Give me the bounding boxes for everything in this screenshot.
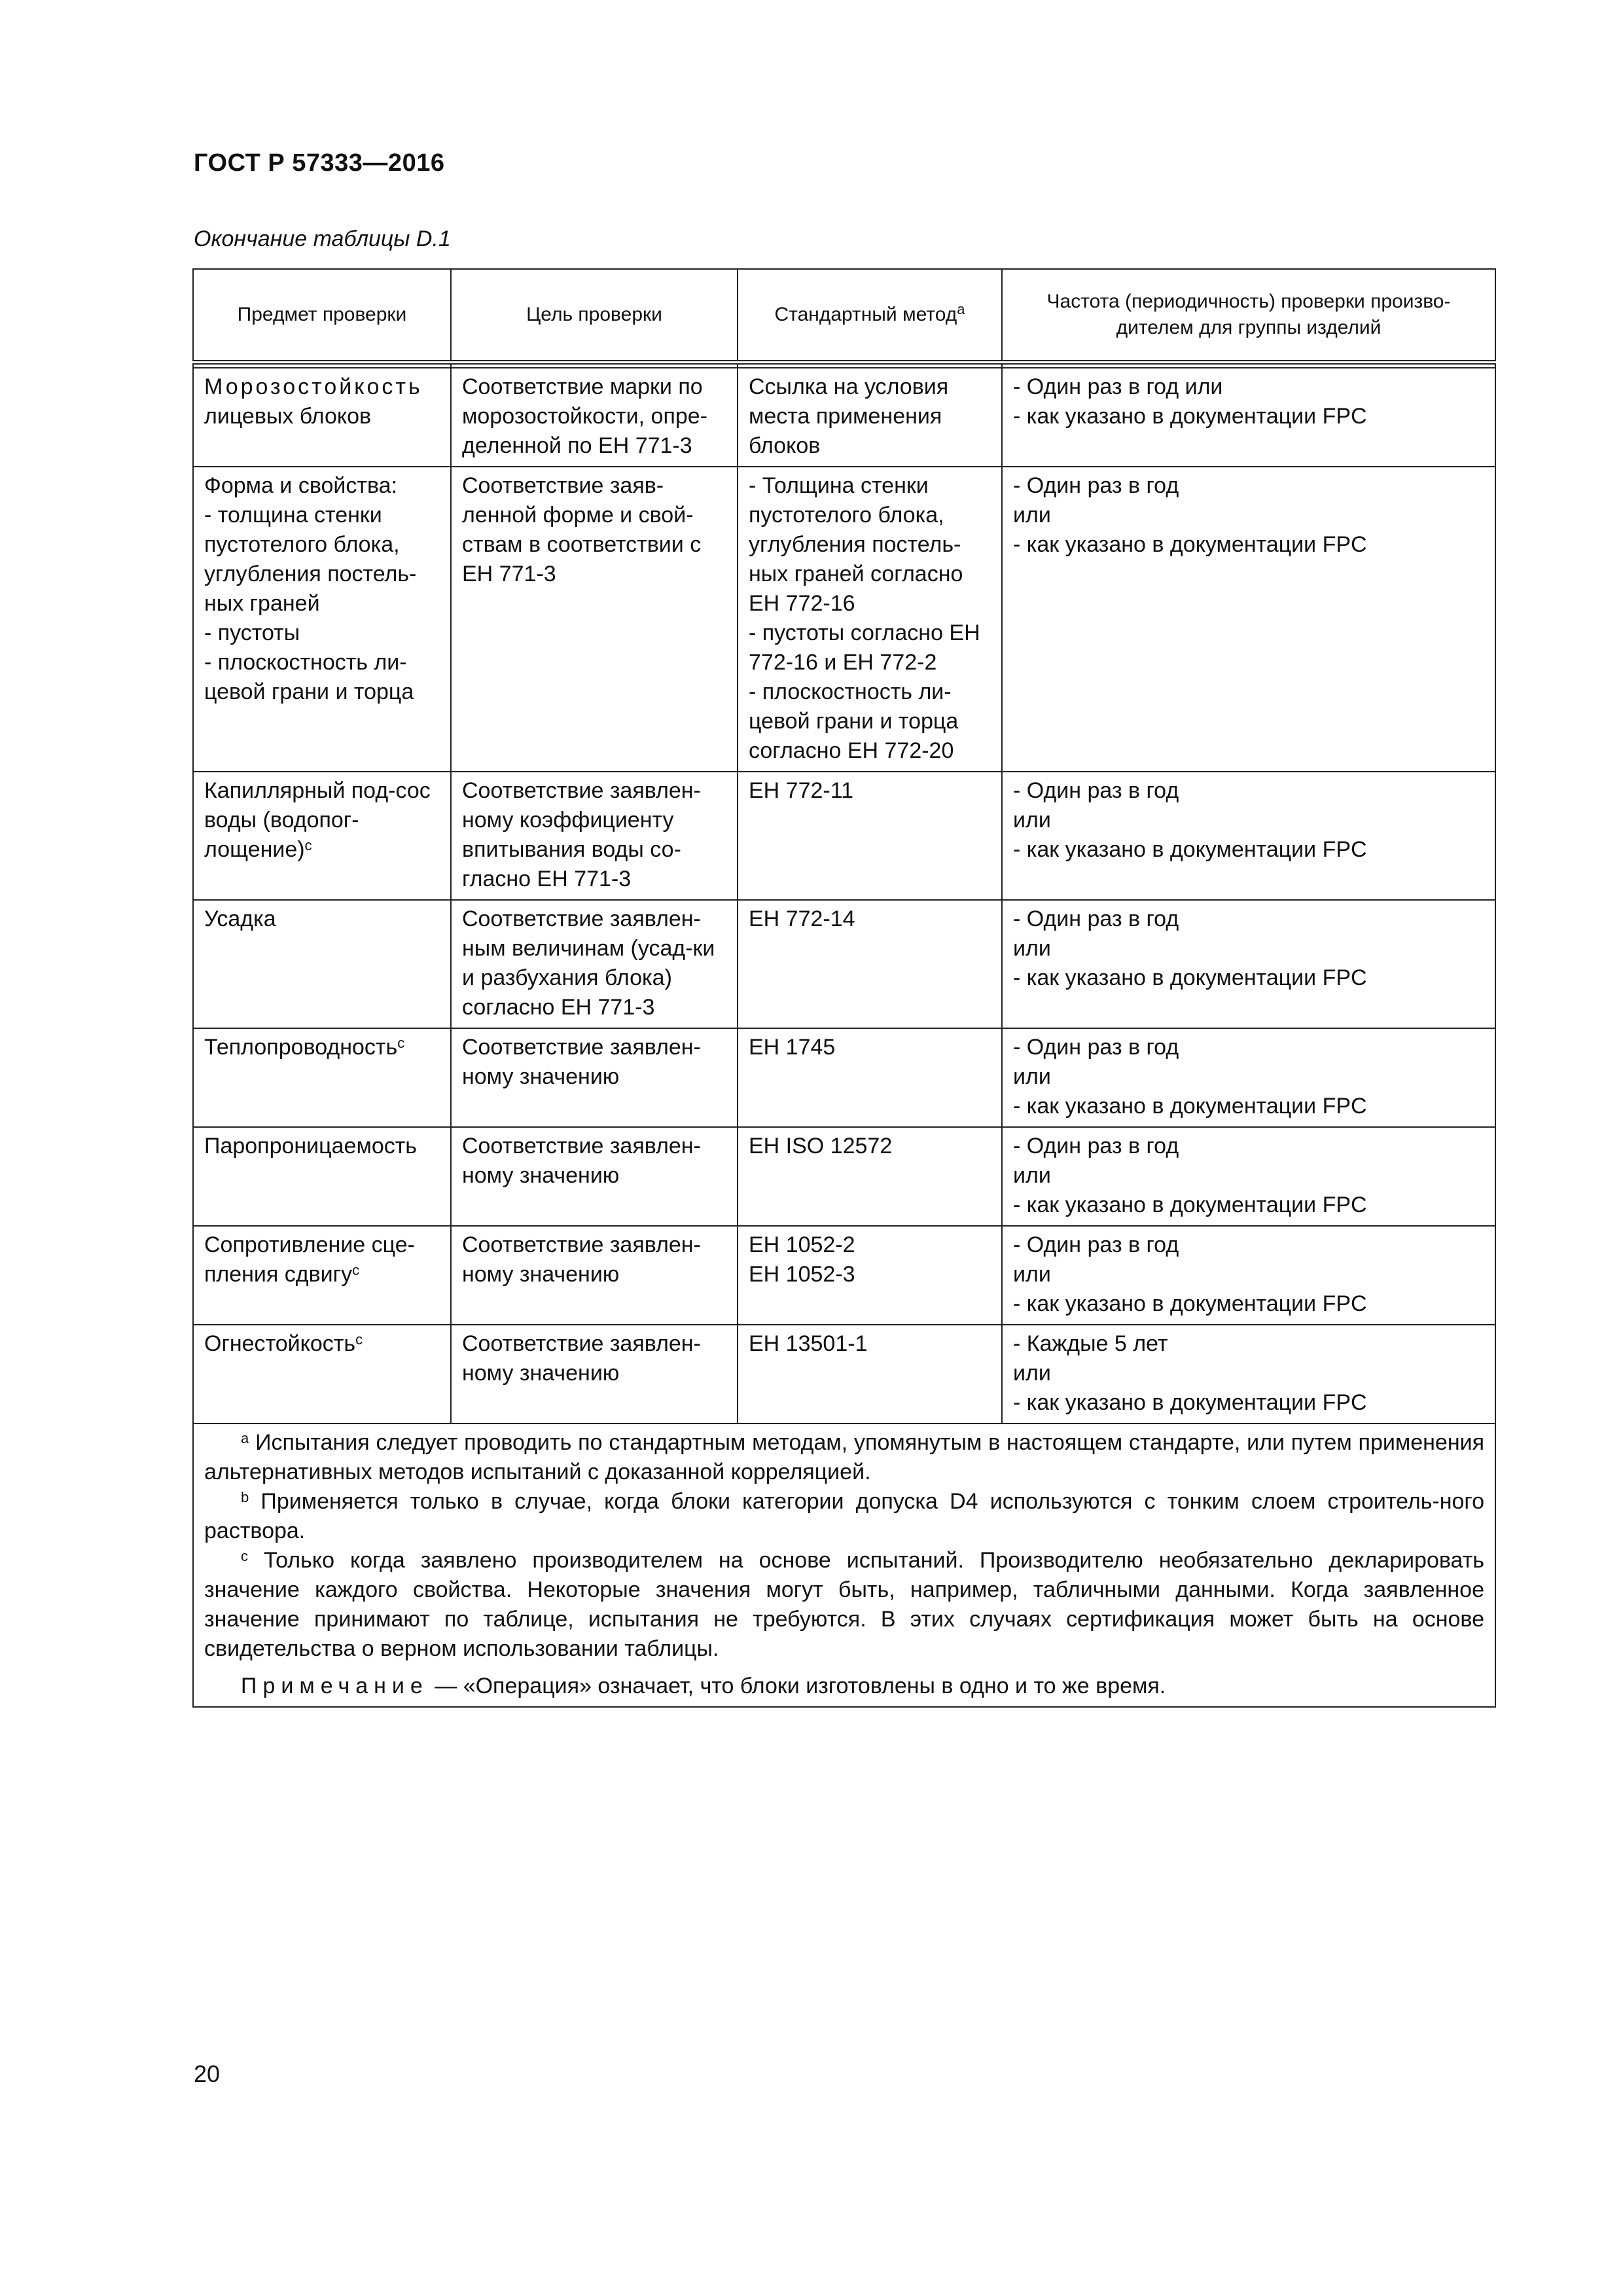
footnote-b: $^b$ Применяется только в случае, когда блоки категории допуска D4 используются с тонким слоем строитель-ного раствора. — [204, 1489, 1484, 1543]
cell-subject — [193, 1127, 451, 1226]
cell-text: - Один раз в год — [1013, 1035, 1179, 1060]
cell-frequency — [1002, 467, 1495, 772]
cell-text: - Один раз в год — [1013, 1134, 1179, 1158]
cell-purpose — [451, 467, 738, 772]
cell-text: - толщина стенки пустотелого блока, углубления постель-ных граней — [204, 503, 417, 616]
cell-frequency — [1002, 1325, 1495, 1424]
cell-text: или — [1013, 808, 1051, 833]
page-number: 20 — [194, 2060, 221, 2087]
cell-text: или — [1013, 503, 1051, 528]
cell-text: Огнестойкость$^c$ — [204, 1331, 363, 1356]
table-row — [193, 772, 1495, 900]
cell-text: Теплопроводность$^c$ — [204, 1035, 405, 1060]
document-code: ГОСТ Р 57333—2016 — [194, 149, 445, 177]
table-row — [193, 467, 1495, 772]
cell-purpose — [451, 1226, 738, 1325]
cell-method — [738, 1127, 1002, 1226]
cell-text: или — [1013, 936, 1051, 961]
cell-subject — [193, 368, 451, 467]
cell-purpose — [451, 772, 738, 900]
cell-text: Соответствие заявлен-ным величинам (усад-ки и разбухания блока) согласно ЕН 771-3 — [462, 906, 715, 1020]
cell-text: Ссылка на условия места применения блоков — [749, 374, 949, 458]
cell-text: лицевых блоков — [204, 404, 372, 429]
cell-text: Соответствие заявлен-ному значению — [462, 1035, 701, 1089]
cell-text: ЕН 1745 — [749, 1035, 836, 1060]
footnote-mark: c — [397, 1035, 405, 1051]
cell-frequency — [1002, 1226, 1495, 1325]
footnote-mark: c — [304, 837, 312, 853]
cell-frequency — [1002, 1127, 1495, 1226]
cell-subject — [193, 1226, 451, 1325]
cell-text: - плоскостность ли-цевой грани и торца согласно ЕН 772-20 — [749, 679, 959, 763]
cell-subject — [193, 1028, 451, 1127]
cell-text: Соответствие заяв-ленной форме и свой-ствам в соответствии с ЕН 771-3 — [462, 473, 702, 586]
cell-text: - Один раз в год — [1013, 1232, 1179, 1257]
cell-text: - плоскостность ли-цевой грани и торца — [204, 650, 414, 704]
table-row — [193, 1127, 1495, 1226]
footnote-mark: a — [957, 301, 965, 317]
cell-text: - Один раз в год — [1013, 778, 1179, 803]
cell-purpose — [451, 368, 738, 467]
cell-frequency — [1002, 772, 1495, 900]
cell-text: - как указано в документации FPC — [1013, 404, 1367, 429]
cell-text: Соответствие марки по морозостойкости, опре-деленной по ЕН 771-3 — [462, 374, 708, 458]
table-row — [193, 1325, 1495, 1424]
footnotes-cell — [193, 1424, 1495, 1707]
cell-method — [738, 467, 1002, 772]
cell-method — [738, 1325, 1002, 1424]
cell-purpose — [451, 1127, 738, 1226]
cell-purpose — [451, 1325, 738, 1424]
cell-text: Морозостойкость — [204, 374, 423, 399]
cell-text: - Один раз в год или — [1013, 374, 1223, 399]
cell-method — [738, 1226, 1002, 1325]
cell-frequency — [1002, 900, 1495, 1028]
cell-text: Соответствие заявлен-ному значению — [462, 1134, 701, 1188]
cell-text: ЕН 1052-3 — [749, 1262, 855, 1287]
inspection-table — [192, 268, 1496, 1708]
header-separator — [193, 363, 1495, 368]
table-row — [193, 1028, 1495, 1127]
table-body — [193, 363, 1495, 1424]
column-header-method: Стандартный метод$^a$ — [738, 269, 1002, 363]
cell-method — [738, 900, 1002, 1028]
cell-purpose — [451, 900, 738, 1028]
table-row — [193, 368, 1495, 467]
cell-method — [738, 772, 1002, 900]
footnotes-row — [193, 1424, 1495, 1707]
cell-text: - пустоты согласно ЕН 772-16 и ЕН 772-2 — [749, 620, 980, 675]
cell-subject — [193, 900, 451, 1028]
footnote-mark: c — [352, 1262, 360, 1278]
cell-text: Соответствие заявлен-ному значению — [462, 1331, 701, 1386]
cell-text: - как указано в документации FPC — [1013, 532, 1367, 557]
footnote-c: $^c$ Только когда заявлено производителем на основе испытаний. Производителю необязательно декларировать значение каждого свойства. Некоторые значения могут быть, например, табличными данными. Когда заявленное значение принимают по таблице, испытания не требуются. В этих случаях сертификация может быть на основе свидетельства о верном использовании таблицы. — [204, 1548, 1484, 1661]
cell-text: - как указано в документации FPC — [1013, 1094, 1367, 1119]
cell-text: Форма и свойства: — [204, 473, 398, 498]
cell-text: - как указано в документации FPC — [1013, 965, 1367, 990]
cell-text: ЕН 772-11 — [749, 778, 854, 803]
cell-text: или — [1013, 1064, 1051, 1089]
note-label: Примечание — [241, 1674, 429, 1698]
footnote-a: $^a$ Испытания следует проводить по стандартным методам, упомянутым в настоящем стандарте, или путем применения альтернативных методов испытаний с доказанной корреляцией. — [204, 1430, 1484, 1484]
cell-text: - Каждые 5 лет — [1013, 1331, 1168, 1356]
cell-subject — [193, 772, 451, 900]
cell-frequency — [1002, 368, 1495, 467]
cell-text: - Один раз в год — [1013, 906, 1179, 931]
column-header-frequency: Частота (периодичность) проверки произво-дителем для группы изделий — [1002, 269, 1495, 363]
cell-text: ЕН 13501-1 — [749, 1331, 868, 1356]
cell-frequency — [1002, 1028, 1495, 1127]
cell-text: ЕН 772-14 — [749, 906, 855, 931]
cell-method — [738, 368, 1002, 467]
table-caption: Окончание таблицы D.1 — [194, 226, 451, 251]
cell-subject — [193, 1325, 451, 1424]
table-row — [193, 900, 1495, 1028]
table-header-row — [193, 269, 1495, 363]
cell-text: - как указано в документации FPC — [1013, 1390, 1367, 1415]
cell-text: Капиллярный под-сос воды (водопог-лощение)$^c$ — [204, 778, 431, 862]
cell-text: Усадка — [204, 906, 276, 931]
cell-text: - как указано в документации FPC — [1013, 837, 1367, 862]
cell-text: Сопротивление сце-пления сдвигу$^c$ — [204, 1232, 415, 1287]
table-row — [193, 1226, 1495, 1325]
cell-subject — [193, 467, 451, 772]
cell-purpose — [451, 1028, 738, 1127]
cell-text: - пустоты — [204, 620, 300, 645]
table-note — [204, 1672, 1484, 1701]
cell-text: - Один раз в год — [1013, 473, 1179, 498]
column-header-subject: Предмет проверки — [193, 269, 451, 363]
cell-text: - как указано в документации FPC — [1013, 1291, 1367, 1316]
note-text: — «Операция» означает, что блоки изготовлены в одно и то же время. — [435, 1674, 1166, 1698]
cell-text: или — [1013, 1163, 1051, 1188]
cell-text: Соответствие заявлен-ному значению — [462, 1232, 701, 1287]
cell-text: Паропроницаемость — [204, 1134, 418, 1158]
cell-text: Соответствие заявлен-ному коэффициенту впитывания воды со-гласно ЕН 771-3 — [462, 778, 701, 891]
cell-text: - как указано в документации FPC — [1013, 1193, 1367, 1217]
column-header-purpose: Цель проверки — [451, 269, 738, 363]
footnote-mark: c — [355, 1331, 363, 1348]
cell-text: ЕН 1052-2 — [749, 1232, 855, 1257]
cell-text: - Толщина стенки пустотелого блока, углубления постель-ных граней согласно ЕН 772-16 — [749, 473, 963, 616]
cell-text: ЕН ISO 12572 — [749, 1134, 893, 1158]
cell-text: или — [1013, 1262, 1051, 1287]
cell-text: или — [1013, 1361, 1051, 1386]
cell-method — [738, 1028, 1002, 1127]
